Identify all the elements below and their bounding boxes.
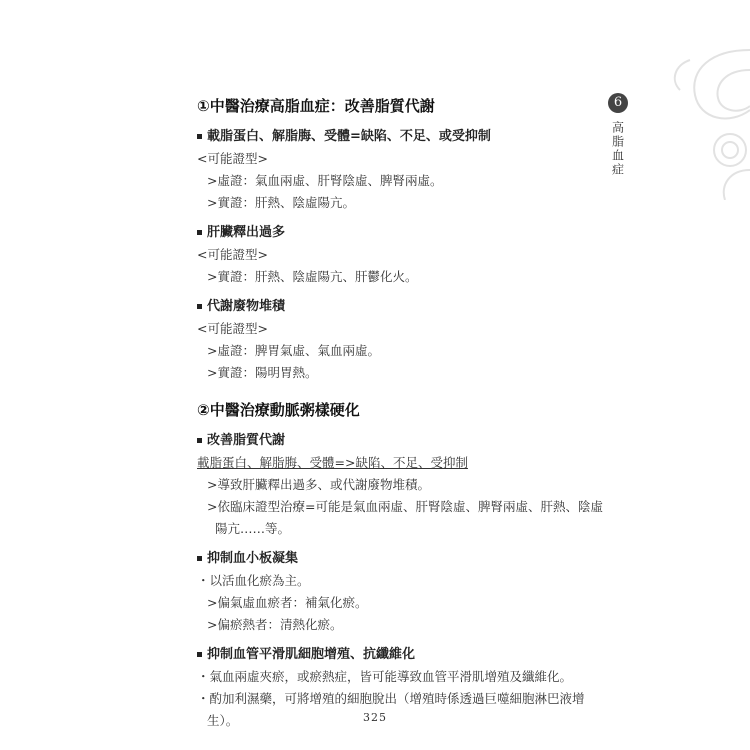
chapter-tab	[604, 93, 632, 179]
section2-group3-line1: ・氣血兩虛夾瘀，或瘀熱症，皆可能導致血管平滑肌增殖及纖維化。	[197, 669, 573, 684]
section2-group1-subheading: 載脂蛋白、解脂脢、受體=>缺陷、不足、受抑制	[197, 455, 468, 470]
bullet-square-icon	[197, 438, 202, 443]
section1-group1-line2: >實證：肝熱、陰虛陽亢。	[207, 195, 355, 210]
bullet-square-icon	[197, 134, 202, 139]
section1-group1-subheading: <可能證型>	[197, 151, 268, 166]
section1-title: ①中醫治療高脂血症：改善脂質代謝	[197, 97, 435, 115]
bullet-square-icon	[197, 304, 202, 309]
section1-group3-subheading: <可能證型>	[197, 321, 268, 336]
section2-group1-line1: >導致肝臟釋出過多、或代謝廢物堆積。	[207, 477, 430, 492]
section1-group2-subheading: <可能證型>	[197, 247, 268, 262]
section1-group2-line1: >實證：肝熱、陰虛陽亢、肝鬱化火。	[207, 269, 418, 284]
section1-group2-heading: 肝臟釋出過多	[197, 222, 597, 244]
section2-group3-heading: 抑制血管平滑肌細胞增殖、抗纖維化	[197, 644, 597, 666]
bullet-square-icon	[197, 652, 202, 657]
section1-group1-line1: >虛證：氣血兩虛、肝腎陰虛、脾腎兩虛。	[207, 173, 443, 188]
section2-group3-line3: 生）。	[207, 713, 239, 728]
section2-group2-heading: 抑制血小板凝集	[197, 548, 597, 570]
chapter-title: 高脂血症	[610, 121, 625, 177]
section2-group1-line2: >依臨床證型治療=可能是氣血兩虛、肝腎陰虛、脾腎兩虛、肝熱、陰虛	[207, 499, 603, 514]
page-number: 325	[363, 711, 387, 724]
chapter-number-badge: 6	[608, 93, 628, 113]
section2-group2-line2: >偏瘀熱者：清熱化瘀。	[207, 617, 343, 632]
section2-group1-heading: 改善脂質代謝	[197, 430, 597, 452]
bullet-square-icon	[197, 556, 202, 561]
section2-group2-line1: >偏氣虛血瘀者：補氣化瘀。	[207, 595, 368, 610]
page-content	[197, 94, 603, 732]
section1-group3-line2: >實證：陽明胃熱。	[207, 365, 318, 380]
section2-title: ②中醫治療動脈粥樣硬化	[197, 401, 360, 419]
section1-group3-line1: >虛證：脾胃氣虛、氣血兩虛。	[207, 343, 380, 358]
section2-group2-subheading: ・以活血化瘀為主。	[197, 573, 310, 588]
section2-group1-line3: 陽亢……等。	[215, 521, 291, 536]
section1-group1-heading: 載脂蛋白、解脂脢、受體=缺陷、不足、或受抑制	[197, 126, 597, 148]
bullet-square-icon	[197, 230, 202, 235]
section1-group3-heading: 代謝廢物堆積	[197, 296, 597, 318]
section2-group3-line2: ・酌加利濕藥，可將增殖的細胞脫出（增殖時係透過巨噬細胞淋巴液增	[197, 691, 585, 706]
